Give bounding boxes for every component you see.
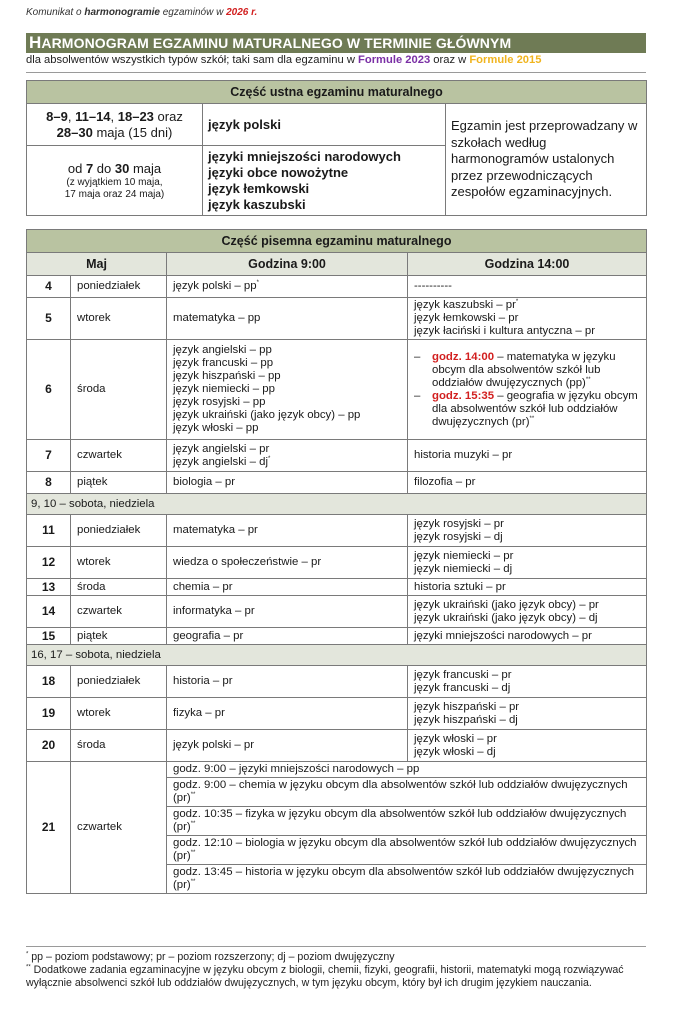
exam-9 [167,340,408,440]
oral-subject: język łemkowski [208,180,310,196]
exam-9 [167,472,408,494]
exam-item [173,357,401,370]
exam-text: ---------- [414,280,452,292]
exam-9 [167,298,408,340]
exam-text: historia sztuki – pr [414,580,506,593]
exam-item [173,630,401,643]
date-day: 30 [114,160,130,176]
exam-text: język hiszpański – pp [173,370,281,382]
day-number: 4 [27,276,71,298]
footnote-ref: ** [190,792,196,799]
subtitle-middle: oraz w [430,54,470,66]
exam-14 [408,596,647,628]
exam-item [414,518,640,531]
table-row [27,298,647,340]
exam-text: godz. 12:10 – biologia w języku obcym dla absolwentów szkół lub oddziałów dwujęzycznych (pr) [173,837,637,862]
weekday: czwartek [71,596,167,628]
date-text: maja [129,160,162,176]
exam-text: język polski – pr [173,739,255,751]
exam-item [414,299,640,312]
exam-text: język włoski – dj [414,745,496,758]
date-exception: 17 maja oraz 24 maja) [64,188,165,200]
day-number: 5 [27,298,71,340]
exam-14 [408,440,647,472]
oral-subject-polish: język polski [203,104,446,146]
exam-text: język włoski – pr [414,732,497,745]
document-header-note [26,7,257,18]
exam-text: język ukraiński (jako język obcy) – pr [414,598,599,611]
page-title [26,33,646,53]
exam-item [173,707,401,720]
weekday: wtorek [71,547,167,579]
exam-time: godz. 14:00 [432,350,495,363]
exam-text: fizyka – pr [173,707,225,719]
column-header-month: Maj [27,253,167,276]
exam-text: godz. 9:00 – języki mniejszości narodowych – pp [173,763,420,775]
subtitle-prefix: dla absolwentów wszystkich typów szkół; taki sam dla egzaminu w [26,54,359,66]
column-header-14: Godzina 14:00 [408,253,647,276]
exam-item [173,524,401,537]
exam-item [173,476,401,489]
exam-9 [167,547,408,579]
exam-text: język łaciński i kultura antyczna – pr [414,325,596,337]
table-row [27,547,647,579]
exam-item [414,612,640,625]
exam-item [173,280,401,293]
footnote-ref: * [256,280,259,287]
day-number: 15 [27,628,71,645]
exam-9 [167,698,408,730]
exam-9 [167,730,408,762]
exam-text: wiedza o społeczeństwie – pr [173,556,322,568]
exam-14 [408,472,647,494]
date-range: 18–23 [117,108,154,124]
exam-item [414,351,640,390]
dash: – [414,389,421,402]
table-row [27,515,647,547]
exam-item [173,581,401,594]
exam-14 [408,340,647,440]
day-number: 20 [27,730,71,762]
title-first-letter: H [29,33,42,52]
exam-item [173,443,401,456]
date-sep: , [110,108,118,124]
exam-item [414,746,640,759]
exam-9 [167,596,408,628]
weekday: środa [71,579,167,596]
day-number: 13 [27,579,71,596]
date-text: do [93,160,115,176]
day-number: 21 [27,762,71,894]
exam-14 [408,628,647,645]
exam-desc: – geografia w języku obcym dla absolwentów szkół lub oddziałów dwujęzycznych (pr) [432,389,638,428]
day-number: 12 [27,547,71,579]
exam-item [173,456,401,469]
exam-text: języki mniejszości narodowych – pr [414,629,592,642]
exam-item [414,449,640,462]
footnote-ref: * [267,455,271,462]
exam-text: godz. 13:45 – historia w języku obcym dla absolwentów szkół lub oddziałów dwujęzycznych (pr) [173,866,634,891]
weekday: czwartek [71,440,167,472]
exam-item [414,325,640,338]
exam-item [167,778,647,807]
date-exception: (z wyjątkiem 10 maja, [66,176,163,188]
date-range: 28–30 [56,124,93,140]
exam-text: język angielski – dj [173,455,268,468]
day-number: 19 [27,698,71,730]
table-row [27,579,647,596]
weekend-row [27,494,647,515]
weekday: piątek [71,472,167,494]
note-middle: egzaminów w [159,7,227,18]
exam-14 [408,276,647,298]
footnote-ref: * [515,299,519,306]
exam-item [173,422,401,435]
footnote-mark: ** [26,964,31,971]
exam-text: godz. 10:35 – fizyka w języku obcym dla absolwentów szkół lub oddziałów dwujęzycznych (pr) [173,808,627,833]
table-row [27,596,647,628]
exam-item [173,675,401,688]
oral-subject: języki mniejszości narodowych [208,148,401,164]
exam-text: język ukraiński (jako język obcy) – dj [414,611,598,624]
exam-9 [167,276,408,298]
exam-text: język francuski – dj [414,681,511,694]
oral-info: Egzamin jest przeprowadzany w szkołach według harmonogramów ustalonych przez przewodniczących zespołów egzaminacyjnych. [446,104,647,216]
oral-subject: języki obce nowożytne [208,164,349,180]
exam-time: godz. 15:35 [432,389,495,402]
weekday: czwartek [71,762,167,894]
exam-item [414,563,640,576]
date-text: od [67,160,86,176]
exam-text: język francuski – pp [173,357,274,369]
written-exam-table [26,229,647,894]
exam-text: historia – pr [173,675,233,687]
exam-text: język włoski – pp [173,422,259,434]
exam-item [414,476,640,489]
oral-dates-other [27,146,203,216]
table-row [27,666,647,698]
footnote-ref: ** [190,879,196,886]
formula-2023: Formule 2023 [358,54,431,66]
oral-subjects-other [203,146,446,216]
note-year: 2026 r. [226,7,258,18]
oral-exam-table [26,80,647,216]
page-subtitle [26,54,541,66]
exam-item [167,865,647,894]
exam-text: historia muzyki – pr [414,449,513,461]
exam-text: język rosyjski – pr [414,517,504,530]
exam-text: język francuski – pr [414,668,512,681]
divider [26,72,646,73]
weekday: wtorek [71,698,167,730]
footnote-mark: * [26,951,29,958]
oral-table-header: Część ustna egzaminu maturalnego [27,81,647,104]
exam-text [432,390,640,429]
exam-item [173,739,401,752]
weekend-label: 9, 10 – sobota, niedziela [27,494,647,515]
day-number: 11 [27,515,71,547]
exam-14 [408,547,647,579]
exam-item [414,682,640,695]
exam-text: język polski – pp [173,280,257,292]
exam-text: język ukraiński (jako język obcy) – pp [173,409,361,421]
date-suffix: maja (15 dni) [92,124,173,140]
date-day: 7 [85,160,94,176]
exam-item [173,556,401,569]
footnote-text: pp – poziom podstawowy; pr – poziom rozszerzony; dj – poziom dwujęzyczny [28,951,395,963]
exam-item [173,383,401,396]
footnotes [26,951,646,990]
exam-desc: – matematyka w języku obcym dla absolwentów szkół lub oddziałów dwujęzycznych (pp) [432,350,616,389]
exam-text: język hiszpański – pr [414,700,520,713]
footnote-ref: ** [529,415,535,422]
table-row [27,276,647,298]
exam-text: język rosyjski – pp [173,396,266,408]
exam-item [414,630,640,643]
table-row [27,472,647,494]
exam-item [414,599,640,612]
exam-item [414,280,640,293]
weekday: poniedziałek [71,515,167,547]
footnote [26,964,646,990]
exam-text: filozofia – pr [414,476,476,488]
exam-item [173,370,401,383]
exam-9 [167,515,408,547]
exam-item [173,344,401,357]
exam-text: język angielski – pp [173,344,272,356]
exam-item [414,550,640,563]
exam-item [414,701,640,714]
exam-text: biologia – pr [173,476,236,488]
weekday: wtorek [71,298,167,340]
exam-item [167,762,647,778]
exam-item [414,312,640,325]
weekday: poniedziałek [71,666,167,698]
footnote [26,951,646,964]
exam-item [167,836,647,865]
exam-item [167,807,647,836]
date-sep: , [67,108,76,124]
exam-14 [408,515,647,547]
weekend-label: 16, 17 – sobota, niedziela [27,645,647,666]
exam-item [173,396,401,409]
footnote-ref: ** [585,376,591,383]
weekday: poniedziałek [71,276,167,298]
exam-text [432,351,640,390]
footnote-text: Dodatkowe zadania egzaminacyjne w języku obcym z biologii, chemii, fizyki, geografii, historii, matematyki mogą rozwiązywać wyłącznie absolwenci szkół lub oddziałów dwujęzycznych, w tym języku obcym, który był ich drugim językiem nauczania. [26,964,624,989]
exam-14 [408,666,647,698]
exam-item [414,390,640,429]
day-number: 6 [27,340,71,440]
exam-text: język niemiecki – dj [414,562,513,575]
exam-item [173,409,401,422]
exam-9 [167,666,408,698]
exam-item [414,581,640,594]
exam-14 [408,298,647,340]
formula-2015: Formule 2015 [469,54,542,66]
table-row [27,698,647,730]
exam-text: język angielski – pr [173,442,270,455]
weekend-row [27,645,647,666]
exam-text: matematyka – pp [173,312,261,324]
exam-item [414,669,640,682]
day-number: 14 [27,596,71,628]
exam-text: język kaszubski – pr [414,299,516,311]
exam-text: matematyka – pr [173,524,258,536]
exam-text: język łemkowski – pr [414,312,519,324]
column-header-9: Godzina 9:00 [167,253,408,276]
exam-item [173,605,401,618]
oral-dates-polish [27,104,203,146]
exam-text: informatyka – pr [173,605,255,617]
exam-text: godz. 9:00 – chemia w języku obcym dla absolwentów szkół lub oddziałów dwujęzycznych (pr) [173,779,628,804]
oral-subject: język kaszubski [208,196,306,212]
exam-text: geografia – pr [173,629,244,642]
exam-text: język hiszpański – dj [414,713,518,726]
weekday: środa [71,730,167,762]
date-range: 8–9 [46,108,68,124]
exam-14 [408,579,647,596]
exam-14 [408,698,647,730]
weekday: środa [71,340,167,440]
exam-text: chemia – pr [173,580,233,593]
exam-14 [408,730,647,762]
dash: – [414,350,421,363]
day-number: 18 [27,666,71,698]
exam-text: język niemiecki – pr [414,549,514,562]
exam-9 [167,579,408,596]
exam-9 [167,440,408,472]
day-number: 7 [27,440,71,472]
exam-item [414,531,640,544]
date-sep: oraz [153,108,183,124]
note-prefix: Komunikat o [26,7,85,18]
exam-item [414,733,640,746]
table-row [27,440,647,472]
divider [26,946,646,947]
table-row [27,762,647,778]
footnote-ref: ** [190,821,196,828]
title-rest: ARMONOGRAM EGZAMINU MATURALNEGO W TERMINIE GŁÓWNYM [41,35,512,51]
exam-text: język rosyjski – dj [414,530,503,543]
exam-item [173,312,401,325]
date-range: 11–14 [75,108,111,124]
table-row [27,628,647,645]
footnote-ref: ** [190,850,196,857]
note-bold: harmonogramie [84,7,160,18]
written-table-header: Część pisemna egzaminu maturalnego [27,230,647,253]
exam-text: język niemiecki – pp [173,383,275,395]
exam-9 [167,628,408,645]
exam-item [414,714,640,727]
table-row [27,730,647,762]
day-number: 8 [27,472,71,494]
weekday: piątek [71,628,167,645]
table-row [27,340,647,440]
